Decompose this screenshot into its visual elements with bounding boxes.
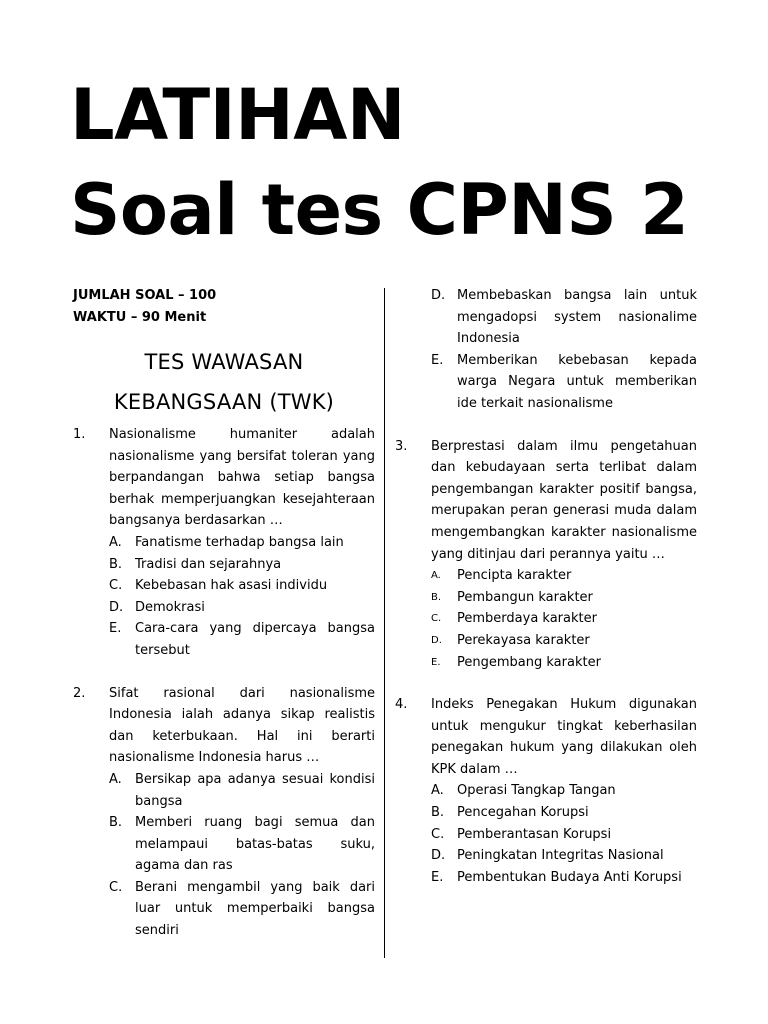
option-d — [109, 597, 375, 619]
option-a — [109, 769, 375, 812]
option-text: Pemberantasan Korupsi — [457, 826, 612, 842]
option-text: Fanatisme terhadap bangsa lain — [135, 534, 344, 550]
option-text: Pencegahan Korupsi — [457, 805, 589, 821]
option-text: Perekayasa karakter — [457, 632, 590, 648]
option-a — [431, 565, 697, 587]
option-letter: B. — [431, 591, 442, 603]
option-e — [431, 867, 697, 889]
option-b — [431, 802, 697, 824]
option-letter: A. — [109, 534, 122, 550]
option-text: Pembentukan Budaya Anti Korupsi — [457, 869, 682, 885]
option-letter: B. — [431, 805, 445, 821]
option-letter: D. — [431, 288, 446, 303]
left-column — [73, 285, 375, 942]
options-list — [109, 769, 375, 942]
right-column — [395, 285, 697, 888]
options-list — [431, 285, 697, 415]
option-text: Pencipta karakter — [457, 568, 572, 584]
option-e — [109, 618, 375, 661]
option-text: Berani mengambil yang baik dari luar untuk memperbaiki bangsa sendiri — [135, 879, 375, 939]
option-e — [431, 350, 697, 415]
jumlah-soal: JUMLAH SOAL – 100 — [73, 288, 217, 303]
option-text: Memberi ruang bagi semua dan melampaui batas-batas suku, agama dan ras — [135, 815, 375, 874]
question-number: 3. — [395, 438, 408, 454]
option-text: Pemberdaya karakter — [457, 611, 597, 627]
option-letter: E. — [431, 869, 444, 885]
section-heading-line-1: TES WAWASAN — [144, 350, 304, 374]
option-d — [431, 630, 697, 652]
option-d — [431, 845, 697, 867]
option-letter: C. — [109, 578, 123, 594]
option-text: Cara-cara yang dipercaya bangsa tersebut — [135, 621, 375, 658]
option-letter: D. — [431, 848, 446, 864]
waktu: WAKTU – 90 Menit — [73, 309, 207, 325]
option-b — [431, 587, 697, 609]
option-letter: A. — [109, 771, 122, 787]
section-heading — [73, 342, 375, 422]
question-number: 4. — [395, 697, 408, 713]
question-1 — [73, 424, 375, 662]
question-text: Nasionalisme humaniter adalah nasionalisme yang bersifat toleran yang berpandangan bahwa setiap bangsa berhak memperjuangkan kesejahteraan bangsanya berdasarkan … — [109, 427, 375, 529]
column-divider — [384, 288, 385, 958]
title-line-2: Soal tes CPNS 2 — [70, 169, 689, 251]
option-c — [109, 877, 375, 942]
option-letter: A. — [431, 570, 441, 582]
option-text: Pembangun karakter — [457, 589, 593, 605]
option-letter: C. — [109, 879, 123, 895]
option-text: Membebaskan bangsa lain untuk mengadopsi system nasionalime Indonesia — [457, 288, 697, 347]
question-text: Indeks Penegakan Hukum digunakan untuk mengukur tingkat keberhasilan penegakan hukum yang dilakukan oleh KPK dalam … — [431, 697, 697, 777]
option-text: Bersikap apa adanya sesuai kondisi bangsa — [135, 771, 375, 809]
option-text: Pengembang karakter — [457, 654, 601, 670]
title-line-1: LATIHAN — [70, 74, 405, 156]
option-c — [431, 824, 697, 846]
option-letter: D. — [109, 599, 124, 615]
option-text: Tradisi dan sejarahnya — [135, 556, 282, 572]
option-e — [431, 652, 697, 674]
option-text: Operasi Tangkap Tangan — [457, 783, 616, 799]
option-letter: C. — [431, 826, 445, 842]
question-text: Berprestasi dalam ilmu pengetahuan dan kebudayaan serta terlibat dalam pengembangan karakter positif bangsa, merupakan peran generasi muda dalam mengembangkan karakter nasionalisme yang ditinjau dari perannya yaitu … — [431, 438, 697, 562]
option-b — [109, 554, 375, 576]
question-2 — [73, 683, 375, 942]
option-letter: E. — [109, 621, 122, 637]
question-number: 1. — [73, 427, 86, 442]
option-a — [431, 780, 697, 802]
question-4 — [395, 694, 697, 888]
options-list — [431, 565, 697, 673]
option-letter: B. — [109, 556, 123, 572]
option-a — [109, 532, 375, 554]
option-b — [109, 812, 375, 877]
option-text: Memberikan kebebasan kepada warga Negara untuk memberikan ide terkait nasionalisme — [457, 352, 697, 411]
option-letter: E. — [431, 656, 441, 668]
options-list — [431, 780, 697, 888]
option-d — [431, 285, 697, 350]
question-number: 2. — [73, 685, 86, 701]
option-text: Kebebasan hak asasi individu — [135, 578, 328, 594]
question-3 — [395, 436, 697, 674]
question-text: Sifat rasional dari nasionalisme Indonesia ialah adanya sikap realistis dan keterbukaan. Hal ini berarti nasionalisme Indonesia harus … — [109, 685, 375, 766]
option-c — [109, 575, 375, 597]
option-letter: D. — [431, 634, 442, 646]
option-text: Peningkatan Integritas Nasional — [457, 848, 664, 864]
option-c — [431, 608, 697, 630]
question-2-continued — [395, 285, 697, 415]
option-letter: E. — [431, 352, 444, 368]
option-letter: A. — [431, 783, 444, 799]
section-heading-line-2: KEBANGSAAN (TWK) — [113, 390, 335, 414]
option-letter: B. — [109, 815, 123, 831]
options-list — [109, 532, 375, 662]
option-letter: C. — [431, 613, 442, 625]
option-text: Demokrasi — [135, 599, 205, 615]
